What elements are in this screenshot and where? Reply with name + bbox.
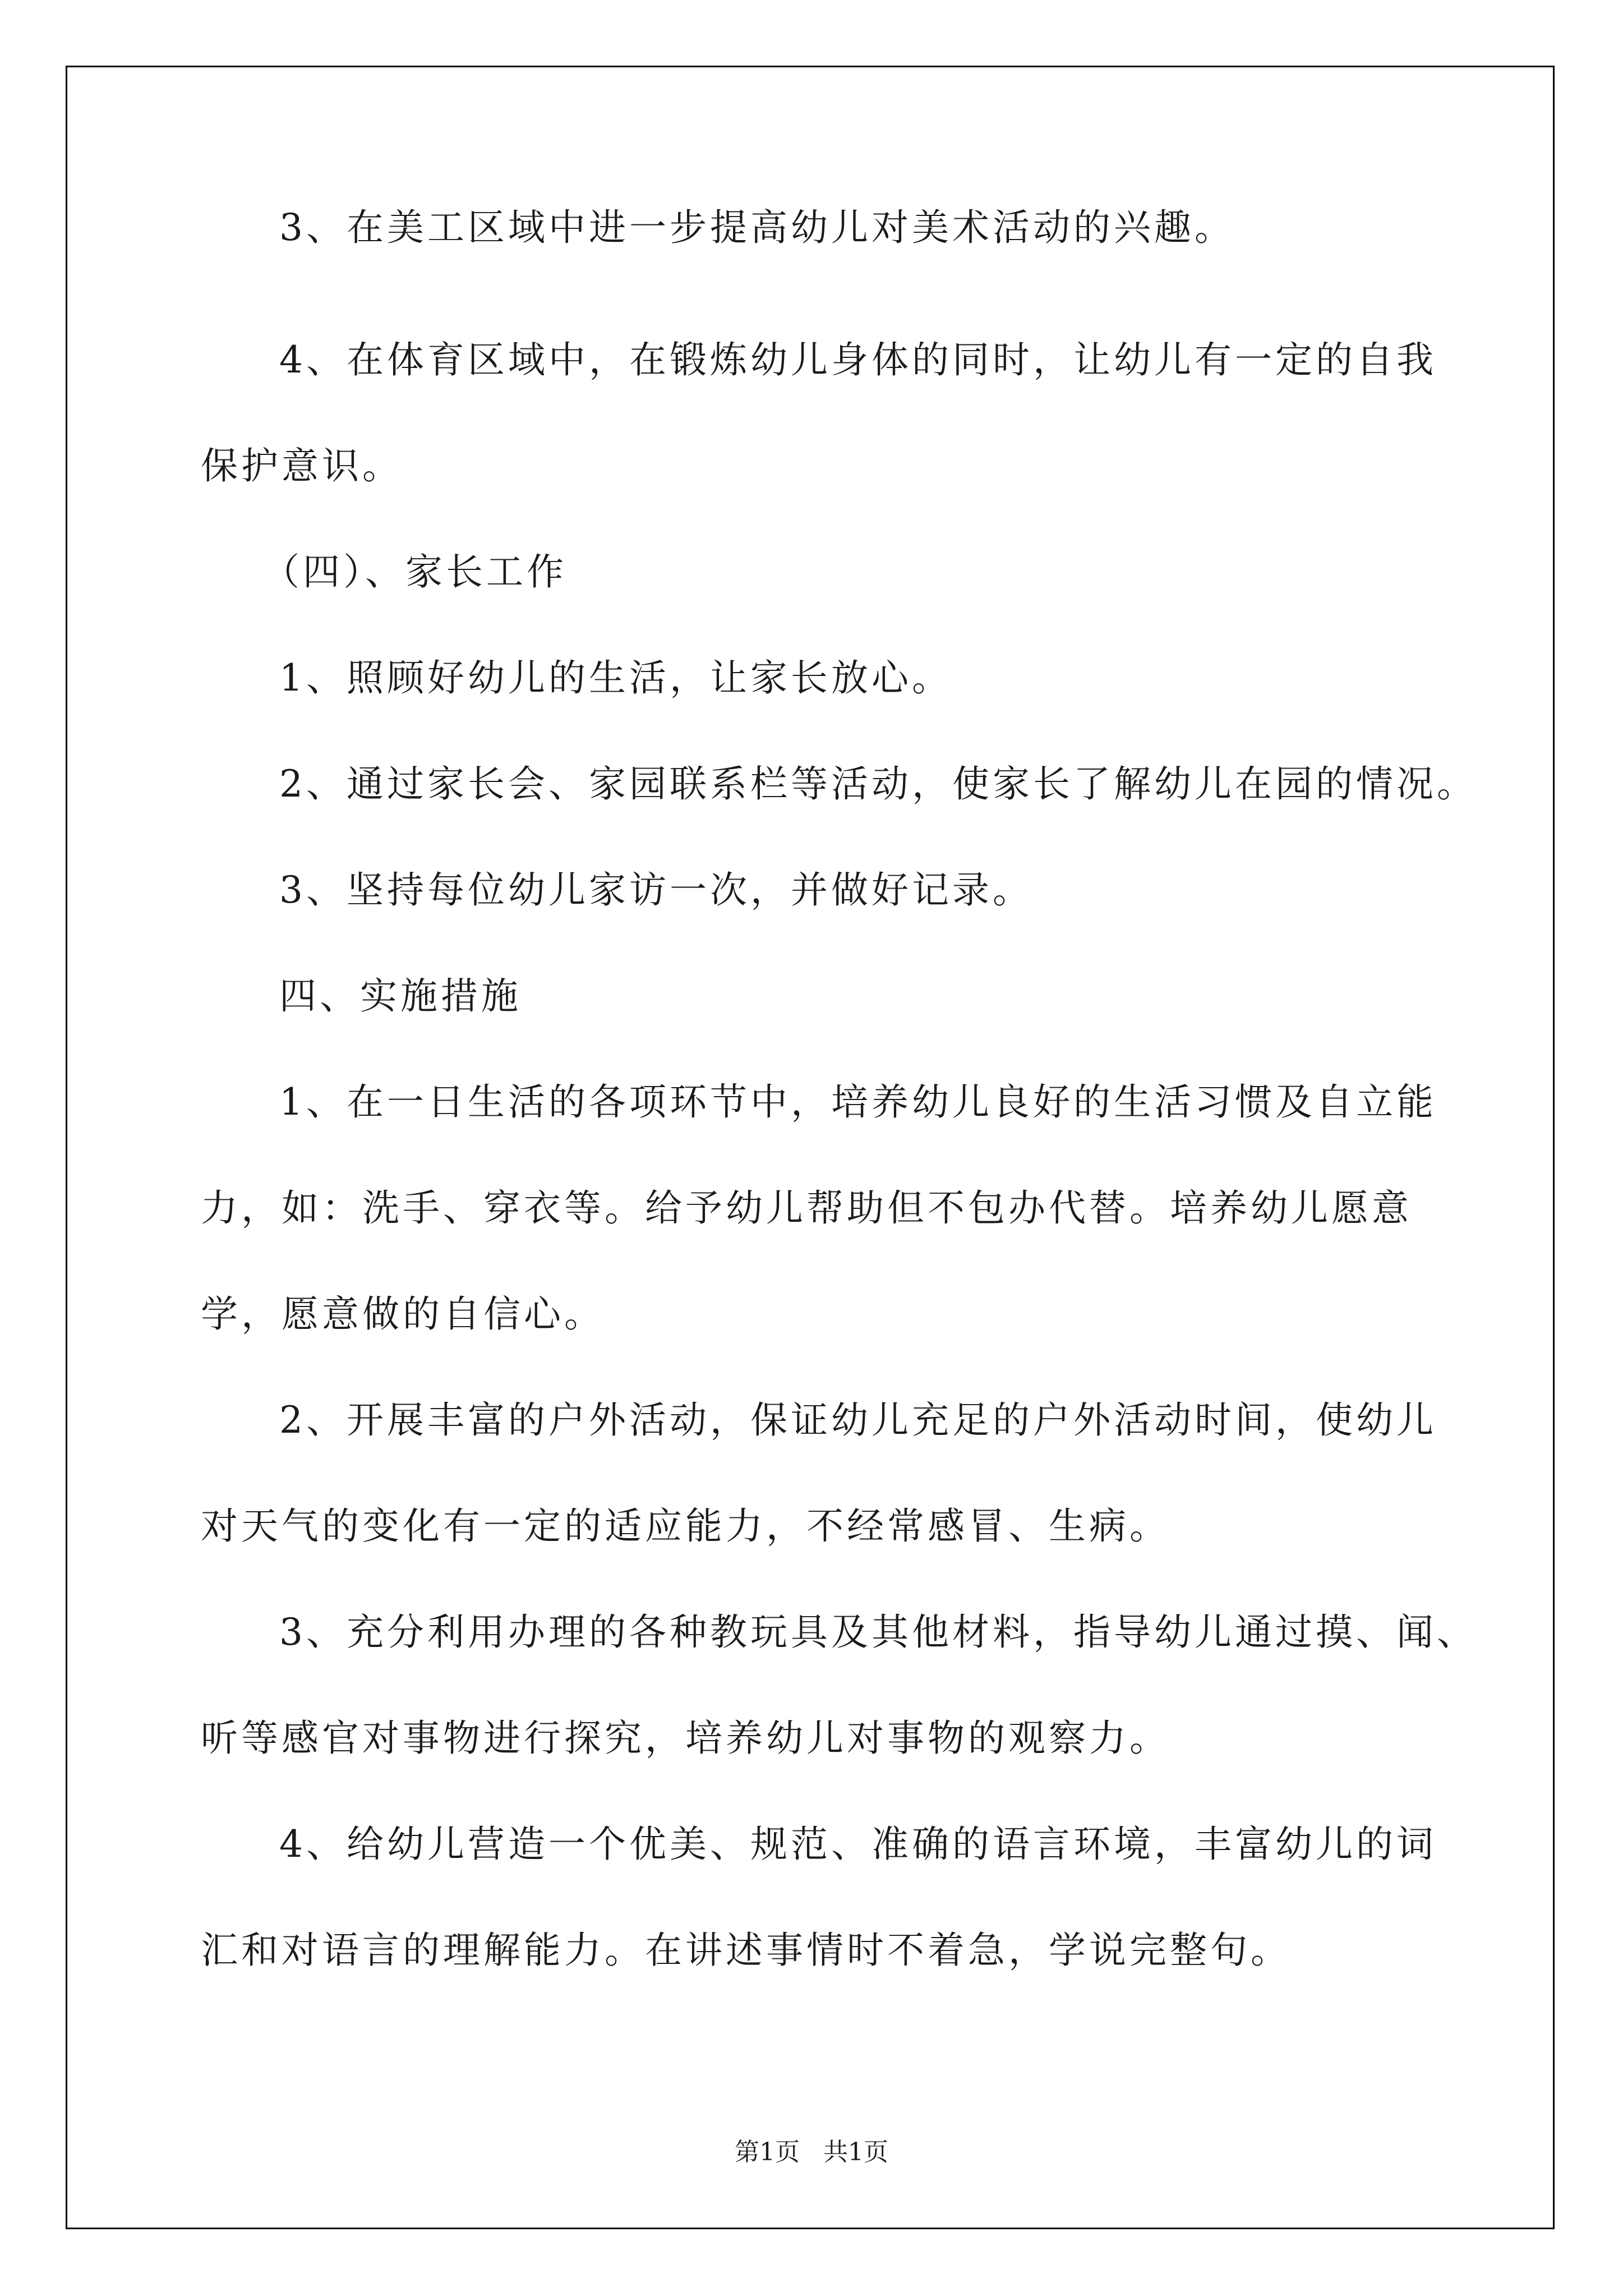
paragraph: 对天气的变化有一定的适应能力，不经常感冒、生病。: [201, 1504, 1170, 1548]
paragraph: 听等感官对事物进行探究，培养幼儿对事物的观察力。: [201, 1717, 1170, 1760]
page-border: [66, 66, 1555, 2229]
paragraph: 4、给幼儿营造一个优美、规范、准确的语言环境，丰富幼儿的词: [279, 1823, 1437, 1866]
paragraph: 力，如：洗手、穿衣等。给予幼儿帮助但不包办代替。培养幼儿愿意: [201, 1186, 1412, 1230]
paragraph: 2、通过家长会、家园联系栏等活动，使家长了解幼儿在园的情况。: [279, 762, 1477, 806]
paragraph: 汇和对语言的理解能力。在讲述事情时不着急，学说完整句。: [201, 1929, 1291, 1972]
paragraph: 保护意识。: [201, 444, 403, 487]
paragraph: 3、充分利用办理的各种教玩具及其他材料，指导幼儿通过摸、闻、: [279, 1611, 1477, 1654]
section-heading: 四、实施措施: [279, 974, 522, 1018]
paragraph: 2、开展丰富的户外活动，保证幼儿充足的户外活动时间，使幼儿: [279, 1398, 1437, 1442]
paragraph: 学，愿意做的自信心。: [201, 1292, 605, 1336]
paragraph: 4、在体育区域中，在锻炼幼儿身体的同时，让幼儿有一定的自我: [279, 338, 1437, 381]
paragraph: 3、在美工区域中进一步提高幼儿对美术活动的兴趣。: [279, 206, 1235, 249]
paragraph: 1、照顾好幼儿的生活，让家长放心。: [279, 656, 952, 700]
page-number-footer: 第1页 共1页: [735, 2138, 888, 2166]
section-heading: （四）、家长工作: [262, 550, 567, 593]
paragraph: 1、在一日生活的各项环节中，培养幼儿良好的生活习惯及自立能: [279, 1080, 1437, 1124]
paragraph: 3、坚持每位幼儿家访一次，并做好记录。: [279, 868, 1033, 912]
